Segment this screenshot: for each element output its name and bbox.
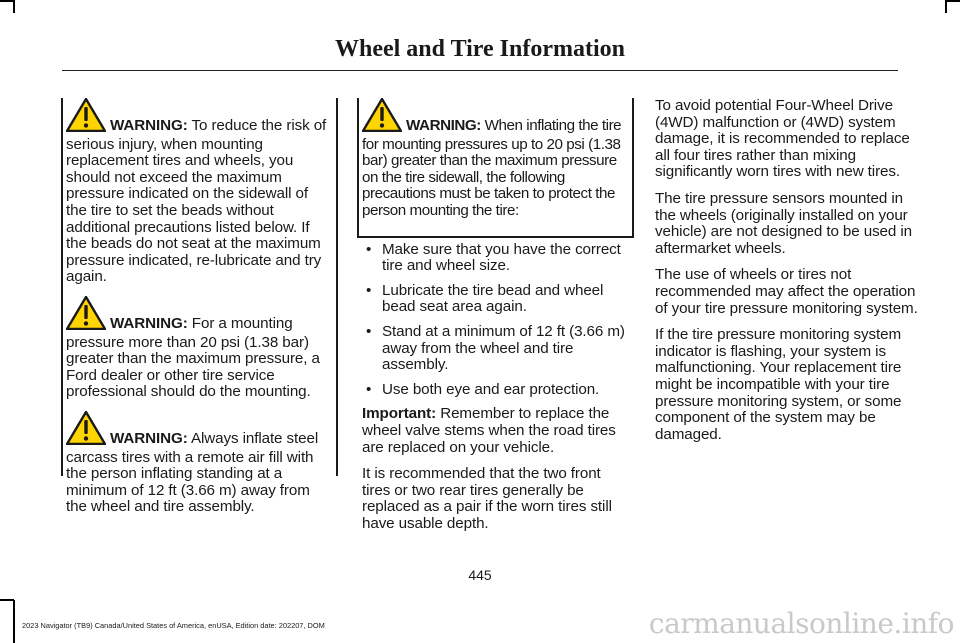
precautions-list bbox=[362, 242, 628, 399]
crop-mark-top-left bbox=[0, 0, 14, 2]
warning-block bbox=[66, 98, 332, 286]
watermark: carmanualsonline.info bbox=[648, 607, 954, 640]
warning-text: For a mounting pressure more than 20 psi (1.38 bar) greater than the maximum pressure, a Ford dealer or other tire service professional should do the mounting. bbox=[66, 314, 320, 401]
warning-text: When inflating the tire for mounting pressures up to 20 psi (1.38 bar) greater than the maximum pressure on the tire sidewall, the following precautions must be taken to protect the person mounting the tire: bbox=[362, 117, 622, 219]
crop-mark-bottom-left bbox=[13, 600, 15, 643]
page-title: Wheel and Tire Information bbox=[334, 36, 626, 62]
crop-mark-top-right bbox=[945, 0, 947, 13]
warning-triangle-icon bbox=[66, 296, 106, 335]
warning-block bbox=[362, 98, 628, 220]
warning-text: To reduce the risk of serious injury, when mounting replacement tires and wheels, you should not exceed the maximum pressure indicated on the sidewall of the tire to set the beads without additional precautions listed below. If the beads do not seat at the maximum pressure indicated, re-lubricate and try again. bbox=[66, 117, 327, 286]
column-left bbox=[66, 98, 332, 526]
list-item: • Lubricate the tire bead and wheel bead seat area again. bbox=[362, 283, 628, 316]
paragraph: To avoid potential Four-Wheel Drive (4WD) malfunction or (4WD) system damage, it is recommended to replace all four tires rather than mixing significantly worn tires with new tires. bbox=[655, 97, 910, 181]
paragraph: If the tire pressure monitoring system indicator is flashing, your system is malfunctioning. Your replacement tire might be incompatible with your tire pressure monitoring system, or some component of the system may be damaged. bbox=[655, 326, 902, 443]
list-item: • Use both eye and ear protection. bbox=[362, 382, 628, 399]
important-note bbox=[362, 406, 628, 456]
warning-triangle-icon bbox=[66, 411, 106, 450]
paragraph: The tire pressure sensors mounted in the wheels (originally installed on your vehicle) are not designed to be used in aftermarket wheels. bbox=[655, 189, 912, 257]
list-item: • Make sure that you have the correct tire and wheel size. bbox=[362, 242, 628, 275]
paragraph: The use of wheels or tires not recommended may affect the operation of your tire pressure monitoring system. bbox=[655, 266, 918, 317]
warning-block bbox=[66, 411, 332, 516]
warning-triangle-icon bbox=[362, 98, 402, 137]
edition-footer: 2023 Navigator (TB9) Canada/United States of America, enUSA, Edition date: 202207, DOM bbox=[22, 621, 325, 630]
paragraph: It is recommended that the two front tires or two rear tires generally be replaced as a pair if the worn tires still have usable depth. bbox=[362, 465, 612, 532]
warning-label: WARNING: bbox=[110, 429, 188, 447]
page-number: 445 bbox=[468, 567, 492, 583]
warning-label: WARNING: bbox=[110, 117, 188, 134]
list-item: • Stand at a minimum of 12 ft (3.66 m) away from the wheel and tire assembly. bbox=[362, 324, 628, 374]
warning-label: WARNING: bbox=[110, 314, 188, 332]
important-label: Important: bbox=[362, 405, 437, 423]
column-middle bbox=[362, 98, 628, 532]
crop-mark-bottom-left bbox=[0, 599, 14, 601]
crop-mark-top-right bbox=[946, 0, 960, 2]
column-right bbox=[655, 98, 927, 443]
warning-label: WARNING: bbox=[406, 117, 481, 134]
crop-mark-top-left bbox=[13, 0, 15, 13]
header-divider bbox=[62, 70, 898, 71]
warning-triangle-icon bbox=[66, 98, 106, 137]
important-text: Remember to replace the wheel valve stems when the road tires are replaced on your vehicle. bbox=[362, 405, 616, 456]
warning-text: Always inflate steel carcass tires with a remote air fill with the person inflating standing at a minimum of 12 ft (3.66 m) away from the wheel and tire assembly. bbox=[66, 429, 319, 516]
warning-block bbox=[66, 296, 332, 401]
